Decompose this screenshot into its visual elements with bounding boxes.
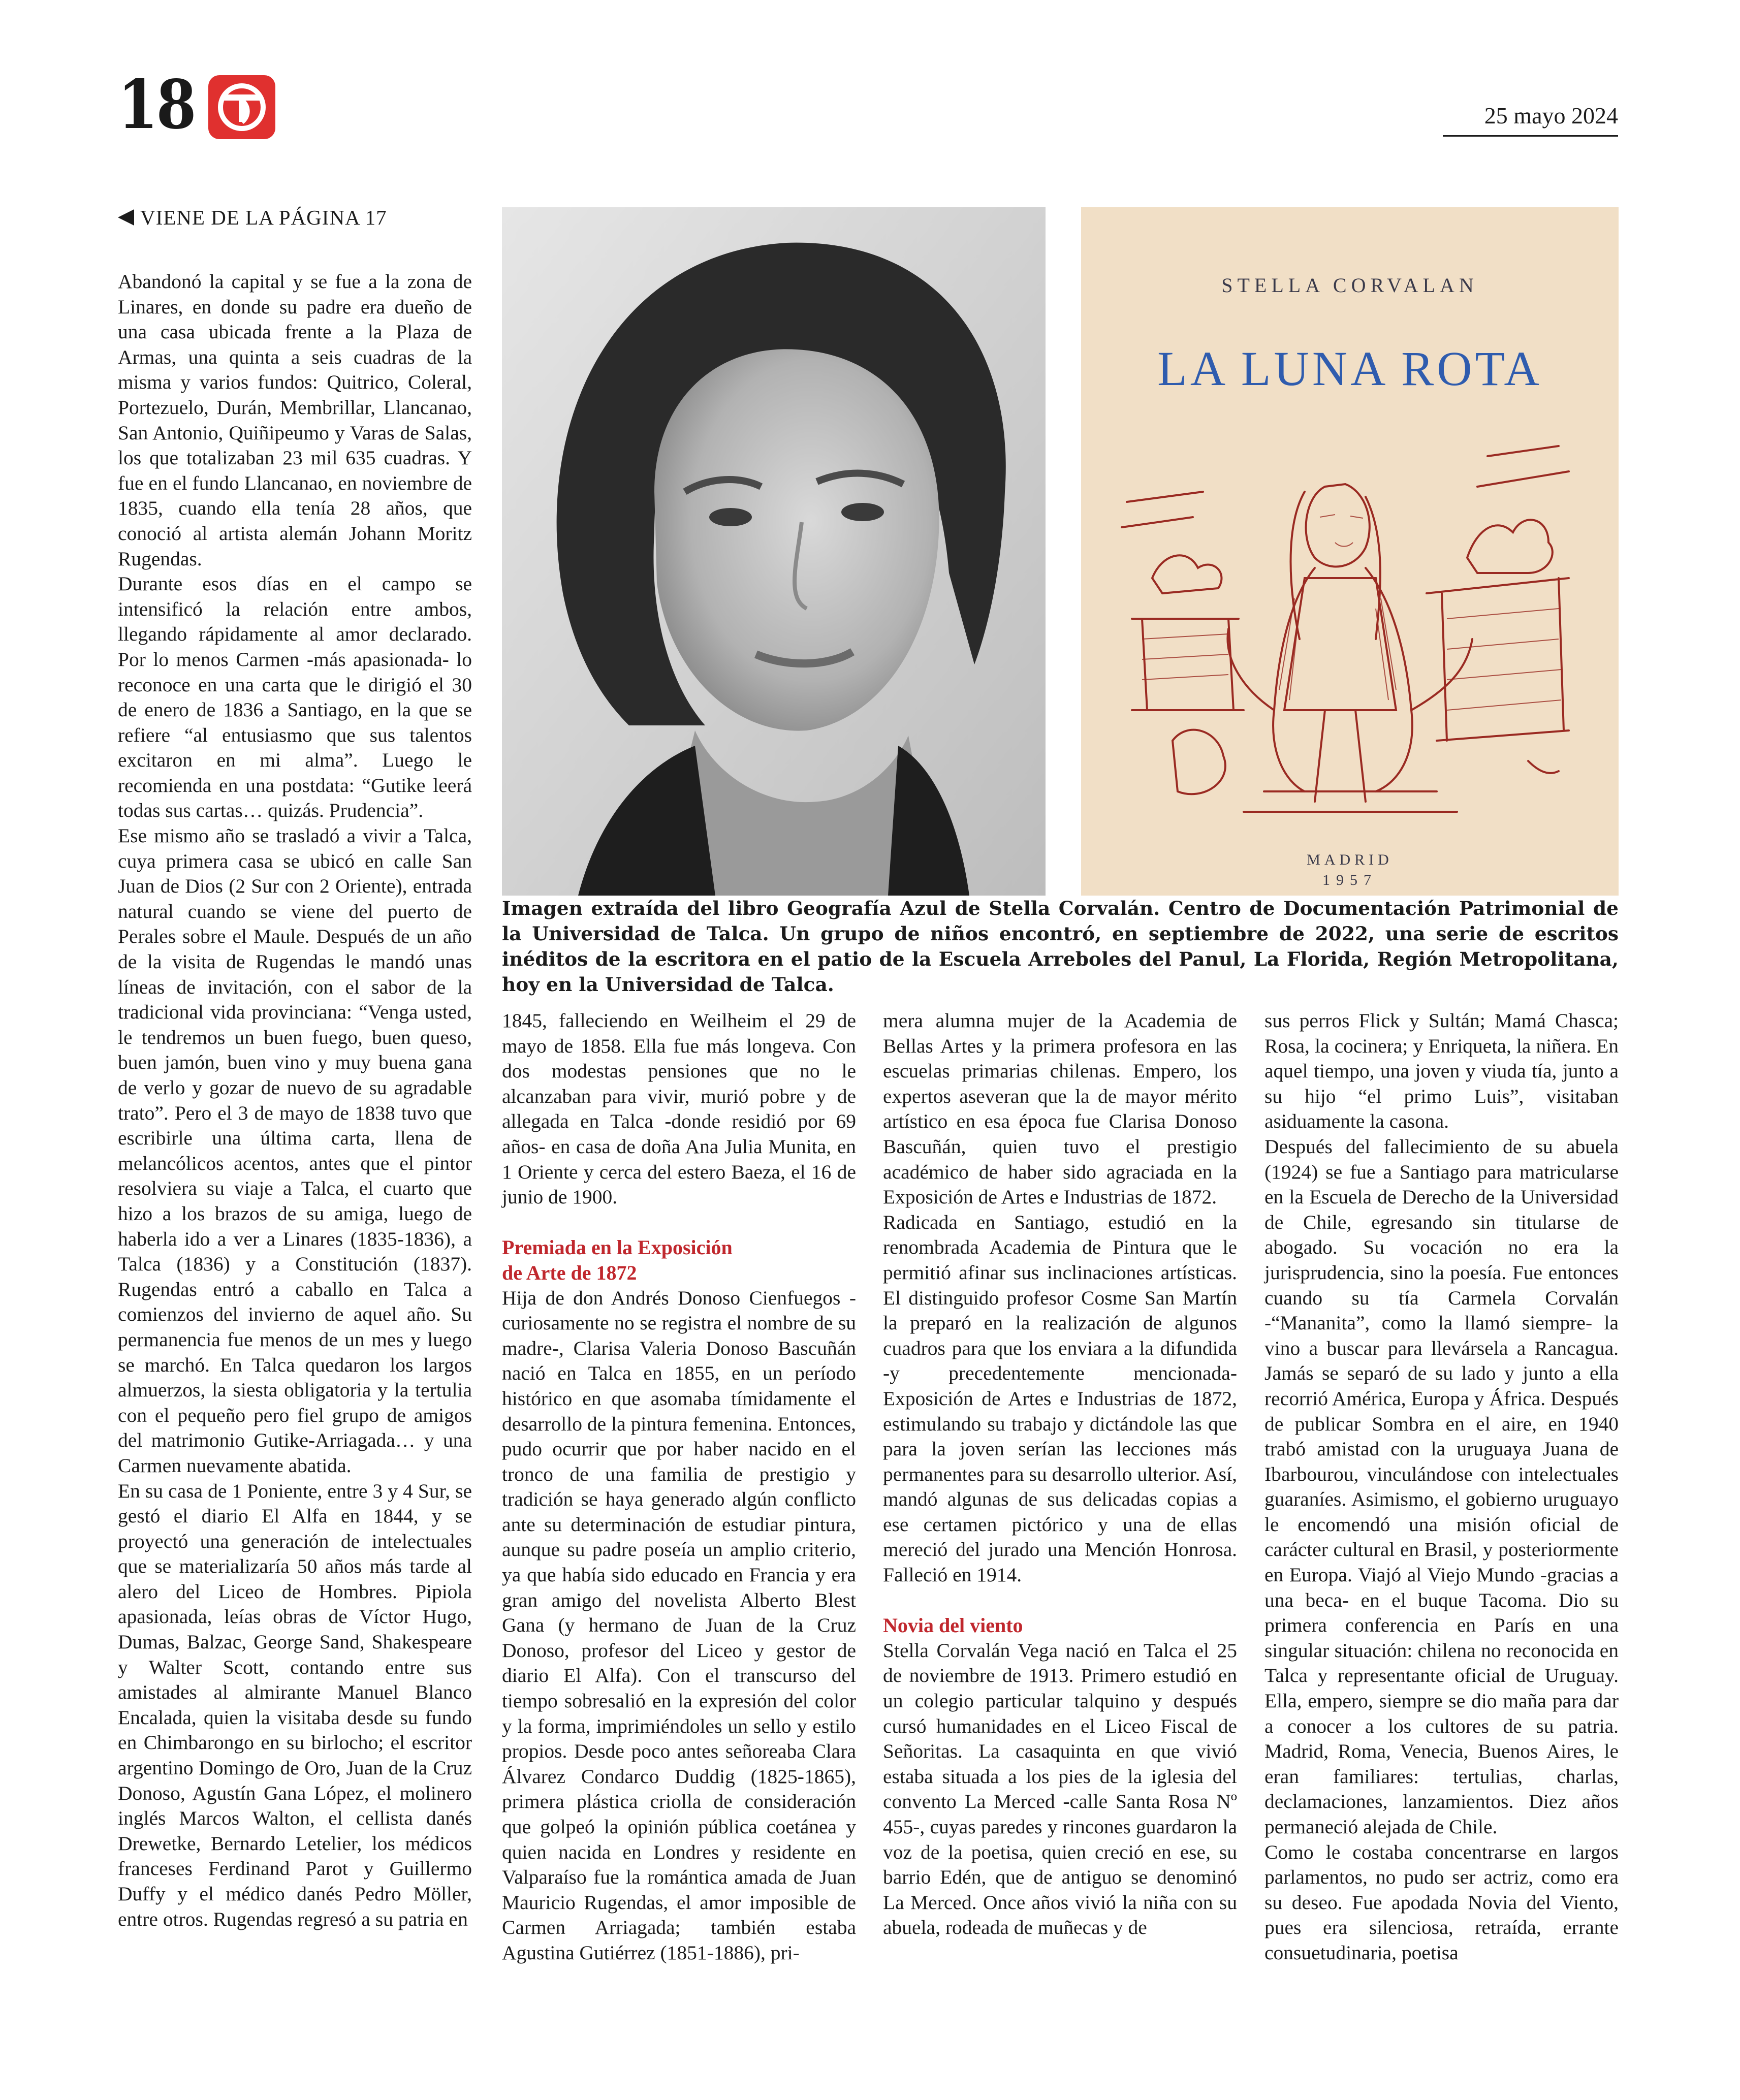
section-heading	[502, 1235, 856, 1285]
cover-title: LA LUNA ROTA	[1157, 341, 1542, 396]
cover-year: 1957	[1322, 872, 1377, 888]
section-heading-line: de Arte de 1872	[502, 1261, 637, 1284]
portrait-photo	[502, 207, 1046, 896]
article-column-1	[118, 269, 472, 1932]
paragraph: Como le costaba concentrarse en largos parlamentos, no pudo ser actriz, como era su deseo. Fue apodada Novia del Viento, pues era silenciosa, retraída, errante consuetudinaria, poetisa	[1264, 1840, 1619, 1964]
paragraph: sus perros Flick y Sultán; Mamá Chasca; Rosa, la cocinera; y Enriqueta, la niñera. En aquel tiempo, una joven y viuda tía, junto a su hijo “el primo Luis”, visitaban asiduamente la casona.	[1264, 1009, 1619, 1133]
page-number: 18	[118, 66, 195, 144]
paragraph: 1845, falleciendo en Weilheim el 29 de mayo de 1858. Ella fue más longeva. Con dos modestas pensiones que no le alcanzaban para vivir, murió pobre y de allegada en Talca -donde residió por 69 años- en casa de doña Ana Julia Munita, en 1 Oriente y cerca del estero Baeza, el 16 de junio de 1900.	[502, 1009, 856, 1208]
book-cover	[1081, 207, 1619, 896]
section-heading: Novia del viento	[883, 1614, 1023, 1637]
issue-date: 25 mayo 2024	[1484, 103, 1618, 129]
paragraph: Stella Corvalán Vega nació en Talca el 25 de noviembre de 1913. Primero estudió en un colegio particular talquino y después cursó humanidades en el Liceo Fiscal de Señoritas. La casaquinta en que vivió estaba situada a los pies de la iglesia del convento La Merced -calle Santa Rosa Nº 455-, cuyas paredes y rincones guardaron la voz de la poetisa, quien creció en ese, su barrio Edén, que de antiguo se denominó La Merced. Once años vivió la niña con su abuela, rodeada de muñecas y de	[883, 1639, 1237, 1939]
section-heading-line: Premiada en la Exposición	[502, 1236, 733, 1259]
cover-author: STELLA CORVALAN	[1221, 274, 1478, 297]
paragraph: En su casa de 1 Poniente, entre 3 y 4 Sur, se gestó el diario El Alfa en 1844, y se proyectó una generación de intelectuales que se materializaría 50 años más tarde al alero del Liceo de Hombres. Pipiola apasionada, leías obras de Víctor Hugo, Dumas, Balzac, George Sand, Shakespeare y Walter Scott, contando entre sus amistades al almirante Manuel Blanco Encalada, quien la visitaba desde su fundo en Chimbarongo en su birlocho; el escritor argentino Domingo de Oro, Juan de la Cruz Donoso, Agustín Gana López, el molinero inglés Marcos Walton, el cellista danés Drewetke, Bernardo Letelier, los médicos franceses Ferdinand Parot y Guillermo Duffy y el médico danés Pedro Möller, entre otros. Rugendas regresó a su patria en	[118, 1479, 472, 1930]
article-column-2	[502, 1008, 856, 1966]
photo-caption: Imagen extraída del libro Geografía Azul de Stella Corvalán. Centro de Documentación Patrimonial de la Universidad de Talca. Un grupo de niños encontró, en septiembre de 2022, una serie de escritos inéditos de la escritora en el patio de la Escuela Arreboles del Panul, La Florida, Región Metropolitana, hoy en la Universidad de Talca.	[502, 897, 1619, 996]
paragraph: mera alumna mujer de la Academia de Bellas Artes y la primera profesora en las escuelas primarias chilenas. Empero, los expertos aseveran que la de mayor mérito artístico en esa época fue Clarisa Donoso Bascuñán, quien tuvo el prestigio académico de haber sido agraciada en la Exposición de Artes e Industrias de 1872.	[883, 1009, 1237, 1208]
date-underline	[1443, 135, 1618, 137]
cover-city: MADRID	[1307, 851, 1393, 868]
continued-from-text: VIENE DE LA PÁGINA 17	[140, 206, 387, 229]
paragraph: Durante esos días en el campo se intensificó la relación entre ambos, llegando rápidamente al amor declarado. Por lo menos Carmen -más apasionada- lo reconoce en una carta que le dirigió el 30 de enero de 1836 a Santiago, en la que se refiere “al entusiasmo que sus talentos excitaron en mi alma”. Luego le recomienda en una postdata: “Gutike leerá todas sus cartas… quizás. Prudencia”.	[118, 572, 472, 822]
continued-from-label	[118, 203, 387, 232]
article-column-4	[1264, 1008, 1619, 1966]
paragraph: Abandonó la capital y se fue a la zona de Linares, en donde su padre era dueño de una casa ubicada frente a la Plaza de Armas, una quinta a seis cuadras de la misma y varios fundos: Quitrico, Coleral, Portezuelo, Durán, Membrillar, Llancanao, San Antonio, Quiñipeumo y Varas de Salas, los que totalizaban 23 mil 635 cuadras. Y fue en el fundo Llancanao, en noviembre de 1835, cuando ella tenía 28 años, que conoció al artista alemán Johann Moritz Rugendas.	[118, 270, 472, 570]
paragraph: Después del fallecimiento de su abuela (1924) se fue a Santiago para matricularse en la Escuela de Derecho de la Universidad de Chile, egresando sin titularse de abogado. Su vocación no era la jurisprudencia, sino la poesía. Fue entonces cuando su tía Carmela Corvalán -“Mananita”, como la llamó siempre- la vino a buscar para llevársela a Rancagua. Jamás se separó de su lado y junto a ella recorrió América, Europa y África. Después de publicar Sombra en el aire, en 1940 trabó amistad con la uruguaya Juana de Ibarbourou, vinculándose con intelectuales guaraníes. Asimismo, el gobierno uruguayo le encomendó una misión oficial de carácter cultural en Brasil, y posteriormente en Europa. Viajó al Viejo Mundo -gracias a una beca- en el buque Tacoma. Dio su primera conferencia en París en una singular situación: chilena no reconocida en Talca y representante oficial de Uruguay. Ella, empero, siempre se dio maña para dar a conocer a los cultores de su patria. Madrid, Roma, Venecia, Buenos Aires, le eran familiares: tertulias, charlas, declamaciones, lanzamientos. Diez años permaneció alejada de Chile.	[1264, 1135, 1619, 1838]
paragraph: Ese mismo año se trasladó a vivir a Talca, cuya primera casa se ubicó en calle San Juan de Dios (2 Sur con 2 Oriente), entrada natural cuando se viene del puerto de Perales sobre el Maule. Después de un año de la visita de Rugendas le mandó unas líneas de invitación, con el sabor de la tradicional vida provinciana: “Venga usted, le tendremos un buen fuego, buen queso, buen jamón, buen vino y muy buena gana de verlo y gozar de nuevo de su agradable trato”. Pero el 3 de mayo de 1838 tuvo que escribirle una última carta, llena de melancólicos acentos, antes que el pintor resolviera su viaje a Talca, el cuarto que hizo a los brazos de su amiga, luego de haberla ido a ver a Linares (1835-1836), a Talca (1836) y a Constitución (1837). Rugendas entró a caballo en Talca a comienzos del invierno de aquel año. Su permanencia fue menos de un mes y luego se marchó. En Talca quedaron los largos almuerzos, la siesta obligatoria y la tertulia con el pequeño pero fiel grupo de amigos del matrimonio Gutike-Arriagada… y una Carmen nuevamente abatida.	[118, 824, 472, 1477]
cover-illustration	[1112, 426, 1589, 822]
paragraph: Hija de don Andrés Donoso Cienfuegos -curiosamente no se registra el nombre de su madre-, Clarisa Valeria Donoso Bascuñán nació en Talca en 1855, en un período histórico en que asomaba tímidamente el desarrollo de la pintura femenina. Entonces, pudo ocurrir que por haber nacido en el tronco de una familia de prestigio y tradición se haya generado algún conflicto ante su determinación de estudiar pintura, aunque su padre poseía un amplio criterio, ya que había sido educado en Francia y era gran amigo del novelista Alberto Blest Gana (y hermano de Juan de la Cruz Donoso, profesor del Liceo y gestor de diario El Alfa). Con el transcurso del tiempo sobresalió en la expresión del color y la forma, imprimiéndoles un sello y estilo propios. Desde poco antes señoreaba Clara Álvarez Condarco Duddig (1825-1865), primera plástica criolla de consideración que golpeó la opinión pública coetánea y quien nacida en Londres y residente en Valparaíso fue la romántica amada de Juan Mauricio Rugendas, el amor imposible de Carmen Arriagada; también estaba Agustina Gutiérrez (1851-1886), pri-	[502, 1286, 856, 1964]
diario-red-logo-icon	[208, 75, 275, 139]
paragraph: Radicada en Santiago, estudió en la renombrada Academia de Pintura que le permitió afinar sus inclinaciones artísticas. El distinguido profesor Cosme San Martín la preparó en la realización de algunos cuadros para que los enviara a la difundida -y precedentemente mencionada- Exposición de Artes e Industrias de 1872, estimulando su trabajo y dictándole las que para la joven serían las lecciones más permanentes para su desarrollo ulterior. Así, mandó algunas de sus delicadas copias a ese certamen pictórico y una de ellas mereció del jurado una Mención Honrosa. Falleció en 1914.	[883, 1211, 1237, 1586]
left-arrow-icon	[118, 209, 134, 226]
article-column-3	[883, 1008, 1237, 1940]
